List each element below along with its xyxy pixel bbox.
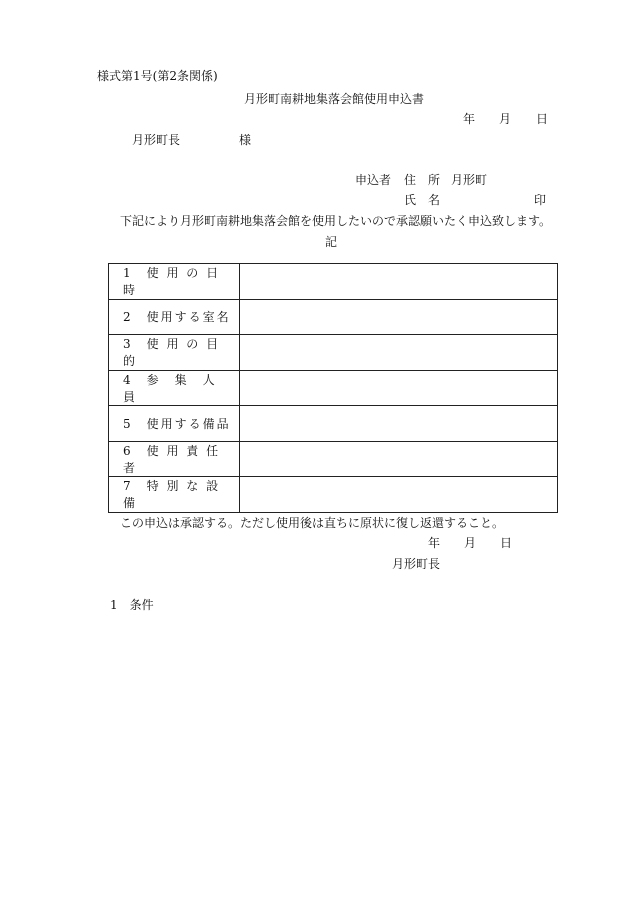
addressee-honorific: 様 — [239, 133, 252, 147]
row-label-cell — [109, 370, 240, 406]
date-year: 年 — [463, 112, 476, 126]
approval-date-day: 日 — [500, 536, 513, 550]
row-label: 5 使用する備品 — [123, 416, 231, 431]
row-label: 7 特 別 な 設 備 — [123, 479, 221, 511]
row-label: 4 参 集 人 員 — [123, 372, 231, 404]
row-label-cell — [109, 441, 240, 477]
row-label: 3 使 用 の 目 的 — [123, 337, 221, 369]
approval-date-month: 月 — [464, 536, 477, 550]
addressee-name: 月形町長 — [132, 133, 181, 147]
table-row — [109, 370, 558, 406]
table-row — [109, 477, 558, 513]
table-row — [109, 335, 558, 371]
row-label: 1 使 用 の 日 時 — [123, 266, 221, 298]
name-label: 氏 名 — [404, 193, 441, 207]
applicant-label: 申込者 — [355, 173, 392, 187]
table-row — [109, 406, 558, 442]
row-value-cell[interactable] — [240, 477, 558, 513]
row-value-cell[interactable] — [240, 441, 558, 477]
approval-text: この申込は承認する。ただし使用後は直ちに原状に復し返還すること。 — [120, 516, 505, 530]
approval-date-year: 年 — [428, 536, 441, 550]
table-row — [109, 264, 558, 300]
conditions-label: 1 条件 — [110, 598, 154, 612]
row-value-cell[interactable] — [240, 370, 558, 406]
row-label-cell — [109, 406, 240, 442]
row-label: 6 使 用 責 任 者 — [123, 443, 221, 475]
row-value-cell[interactable] — [240, 335, 558, 371]
application-table — [108, 263, 558, 513]
form-number: 様式第1号(第2条関係) — [97, 69, 218, 83]
document-title: 月形町南耕地集落会館使用申込書 — [244, 92, 425, 106]
approver-name: 月形町長 — [392, 557, 441, 571]
row-label: 2 使用する室名 — [123, 310, 231, 325]
date-month: 月 — [499, 112, 512, 126]
row-value-cell[interactable] — [240, 406, 558, 442]
request-text: 下記により月形町南耕地集落会館を使用したいので承認願いたく申込致します。 — [120, 214, 552, 228]
table-row — [109, 299, 558, 335]
row-value-cell[interactable] — [240, 299, 558, 335]
address-label: 住 所 — [404, 173, 441, 187]
seal-mark: 印 — [534, 193, 547, 207]
row-label-cell — [109, 335, 240, 371]
date-day: 日 — [536, 112, 549, 126]
row-label-cell — [109, 477, 240, 513]
row-value-cell[interactable] — [240, 264, 558, 300]
address-value: 月形町 — [451, 173, 488, 187]
row-label-cell — [109, 299, 240, 335]
ki-heading: 記 — [325, 235, 338, 249]
row-label-cell — [109, 264, 240, 300]
table-row — [109, 441, 558, 477]
